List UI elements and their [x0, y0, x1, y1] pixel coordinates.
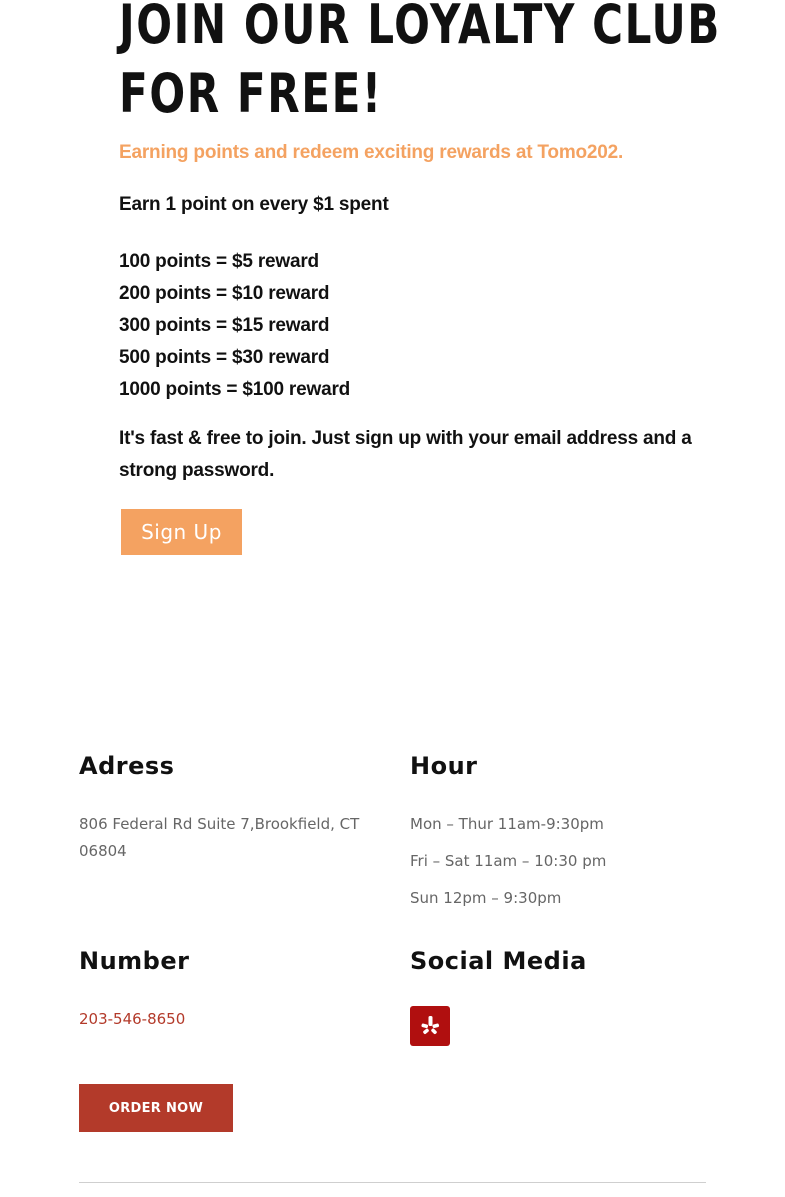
title-line-1: JOIN OUR LOYALTY CLUB [119, 0, 721, 56]
reward-tier: 100 points = $5 reward [119, 251, 319, 272]
reward-tier: 200 points = $10 reward [119, 283, 330, 304]
earn-rate-text: Earn 1 point on every $1 spent [119, 194, 389, 215]
number-heading: Number [79, 947, 190, 975]
social-heading: Social Media [410, 947, 587, 975]
reward-tier: 300 points = $15 reward [119, 315, 330, 336]
loyalty-subtitle: Earning points and redeem exciting rewards at Tomo202. [119, 142, 624, 163]
footer-divider [79, 1182, 706, 1183]
title-line-2: FOR FREE! [119, 62, 383, 125]
reward-tier: 500 points = $30 reward [119, 347, 330, 368]
sign-up-button[interactable]: Sign Up [121, 509, 242, 555]
hours-heading: Hour [410, 752, 478, 780]
reward-tiers-list [119, 246, 350, 406]
hours-list [410, 811, 606, 922]
address-text: 806 Federal Rd Suite 7,Brookfield, CT 06804 [79, 815, 360, 860]
yelp-icon [420, 1015, 440, 1037]
hours-line: Sun 12pm – 9:30pm [410, 889, 562, 907]
hours-line: Mon – Thur 11am-9:30pm [410, 815, 604, 833]
order-now-button[interactable]: ORDER NOW [79, 1084, 233, 1132]
hours-line: Fri – Sat 11am – 10:30 pm [410, 852, 607, 870]
yelp-link[interactable] [410, 1006, 450, 1046]
reward-tier: 1000 points = $100 reward [119, 379, 351, 400]
phone-link[interactable]: 203-546-8650 [79, 1010, 186, 1028]
page-title [119, 0, 721, 128]
join-instructions: It's fast & free to join. Just sign up with your email address and a strong password. [119, 428, 692, 481]
address-heading: Adress [79, 752, 175, 780]
